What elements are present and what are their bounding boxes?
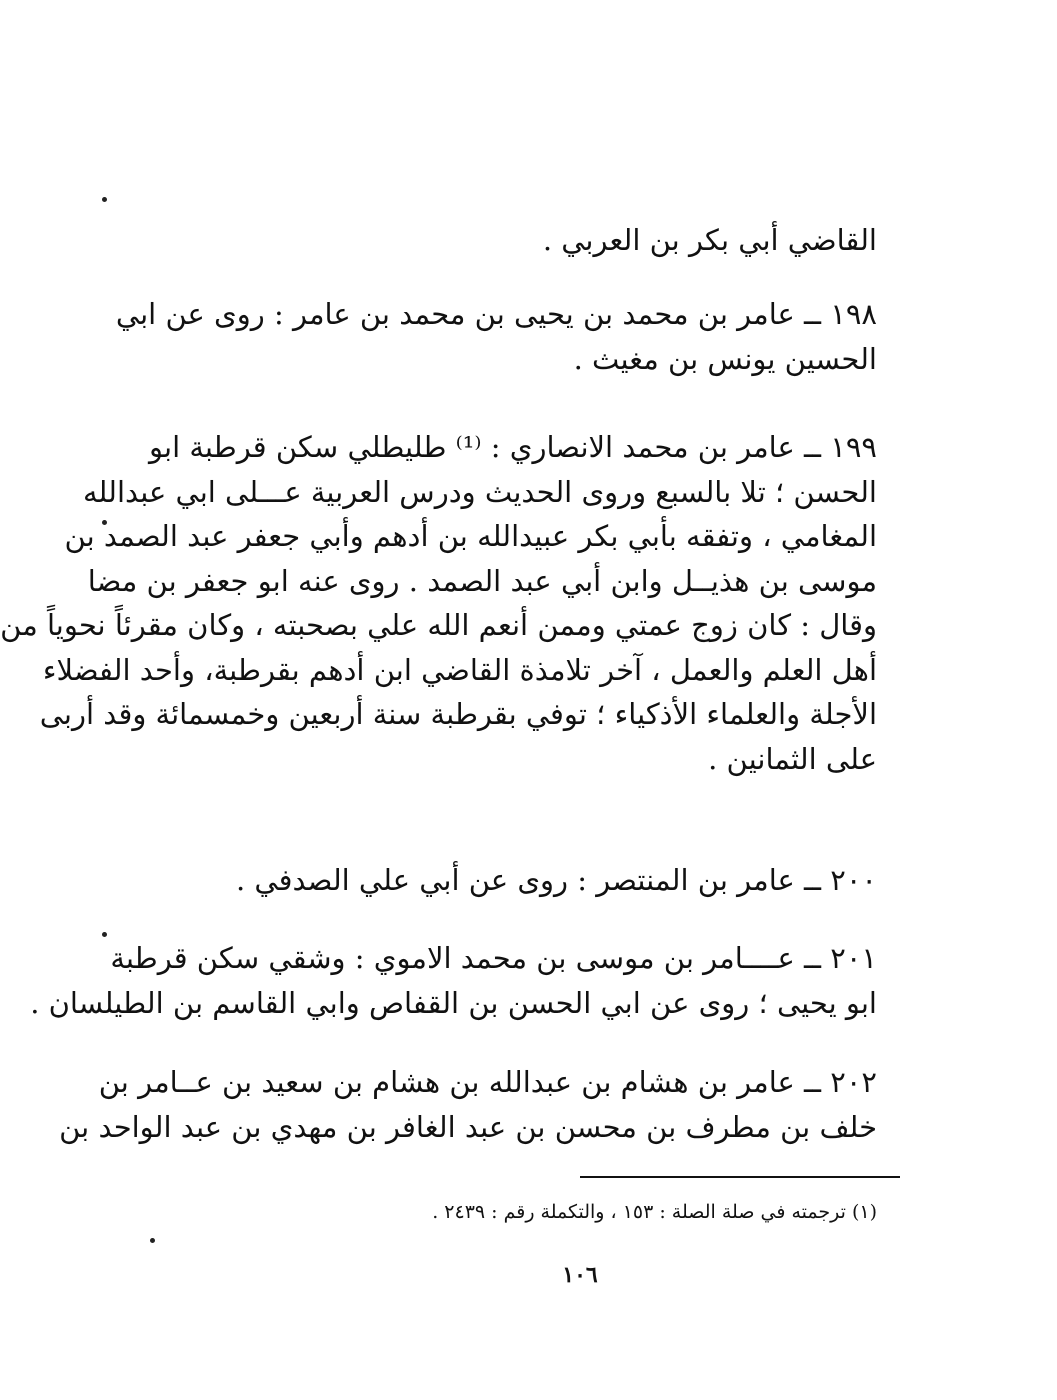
entry-continuation xyxy=(207,218,877,263)
entry-200 xyxy=(207,858,877,903)
text-line: ١٩٩ ــ عامر بن محمد الانصاري : ⁽¹⁾ طليطلي سكن قرطبة ابو xyxy=(149,430,877,464)
text-line: الأجلة والعلماء الأذكياء ؛ توفي بقرطبة سنة أربعين وخمسمائة وقد أربى xyxy=(39,697,877,731)
scan-mark xyxy=(150,1238,155,1243)
entry-198 xyxy=(115,292,877,381)
text-line: ابو يحيى ؛ روى عن ابي الحسن بن القفاص وابي القاسم بن الطيلسان . xyxy=(30,985,877,1020)
text-line: ١٩٨ ــ عامر بن محمد بن يحيى بن محمد بن عامر : روى عن ابي xyxy=(115,297,877,331)
page-number: ١٠٦ xyxy=(562,1262,598,1288)
footnote-divider xyxy=(580,1176,900,1178)
text-line: خلف بن مطرف بن محسن بن عبد الغافر بن مهدي بن عبد الواحد بن xyxy=(59,1109,877,1144)
text-line: المغامي ، وتفقه بأبي بكر عبيدالله بن أدهم وأبي جعفر عبد الصمد بن xyxy=(64,519,877,553)
text-line: على الثمانين . xyxy=(708,741,877,776)
text-line: القاضي أبي بكر بن العربي . xyxy=(542,223,877,257)
text-line: ٢٠١ ــ عــــامر بن موسى بن محمد الاموي : وشقي سكن قرطبة xyxy=(110,941,877,975)
text-line: ٢٠٠ ــ عامر بن المنتصر : روى عن أبي علي الصدفي . xyxy=(235,863,877,897)
text-line: موسى بن هذيــل وابن أبي عبد الصمد . روى عنه ابو جعفر بن مضا xyxy=(87,563,877,598)
text-line: ٢٠٢ ــ عامر بن هشام بن عبدالله بن هشام بن سعيد بن عــامر بن xyxy=(98,1065,877,1099)
entry-202 xyxy=(59,1060,877,1149)
text-line: الحسين يونس بن مغيث . xyxy=(573,341,877,376)
entry-201 xyxy=(30,936,877,1025)
text-line: أهل العلم والعمل ، آخر تلامذة القاضي ابن أدهم بقرطبة، وأحد الفضلاء xyxy=(42,652,877,687)
scan-mark xyxy=(102,197,107,202)
entry-199 xyxy=(0,425,877,781)
text-line: الحسن ؛ تلا بالسبع وروى الحديث ودرس العربية عـــلى ابي عبدالله xyxy=(83,474,877,509)
text-line: وقال : كان زوج عمتي وممن أنعم الله علي بصحبته ، وكان مقرئاً نحوياً من xyxy=(0,608,877,642)
footnote: (١) ترجمته في صلة الصلة : ١٥٣ ، والتكملة رقم : ٢٤٣٩ . xyxy=(432,1201,877,1223)
scan-mark xyxy=(102,932,107,937)
